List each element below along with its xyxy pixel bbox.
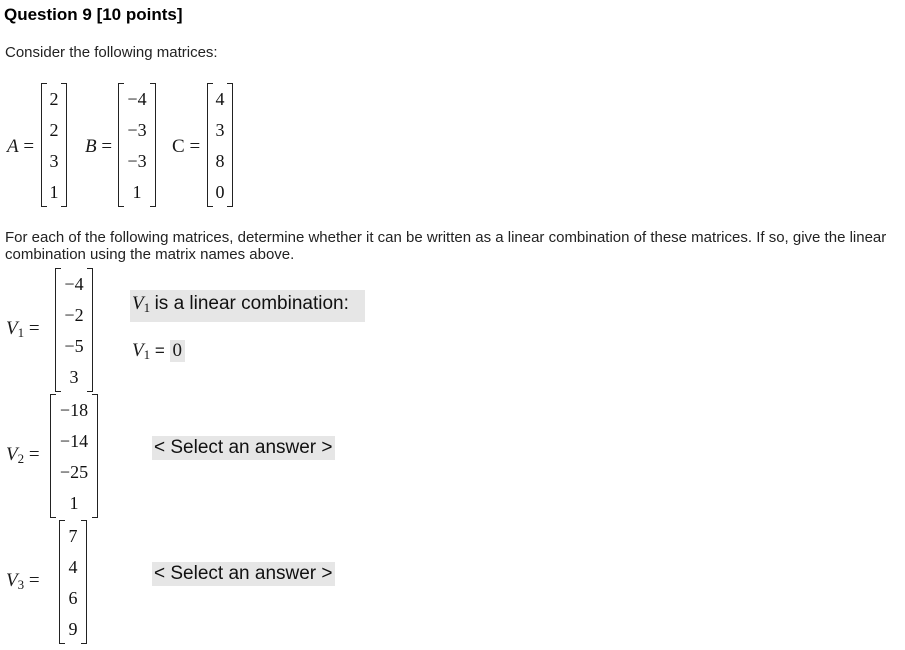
instructions-text: For each of the following matrices, determine whether it can be written as a linear combination of these matrices. If so, give the linear combination using the matrix names above. [5, 229, 887, 263]
question-title: Question 9 [10 points] [4, 5, 183, 24]
matrix-a [41, 83, 67, 207]
matrix-v2 [50, 394, 98, 518]
matrix-v1-entry-1: −4 [64, 273, 84, 294]
matrix-v3-entry-1: 7 [68, 525, 78, 546]
matrix-c-label: C = [172, 136, 201, 157]
matrix-v3 [59, 520, 87, 644]
matrix-a-entry-4: 1 [49, 181, 59, 202]
matrix-v3-entry-4: 9 [68, 618, 78, 639]
matrix-v1-entry-3: −5 [64, 335, 84, 356]
matrix-b-entry-4: 1 [132, 181, 142, 202]
matrix-b-label: B = [85, 136, 113, 157]
matrix-a-entry-2: 2 [49, 119, 59, 140]
matrix-c-entry-3: 8 [215, 150, 225, 171]
matrix-v3-entry-2: 4 [68, 556, 78, 577]
v1-answer-select[interactable]: $V_1$ is a linear combination: [130, 290, 365, 322]
v1-label: $V_1$ = [6, 318, 40, 340]
v3-answer-select[interactable]: < Select an answer > [154, 563, 333, 584]
matrix-c-name: C [172, 136, 185, 157]
v1-combination-input[interactable]: 0 [170, 340, 186, 362]
matrix-c-entry-1: 4 [215, 88, 225, 109]
matrix-b [118, 83, 156, 207]
matrix-v1-entry-2: −2 [64, 304, 84, 325]
v3-label: $V_3$ = [6, 570, 40, 592]
matrix-v1 [55, 268, 93, 392]
v2-label: $V_2$ = [6, 444, 40, 466]
matrix-a-entry-1: 2 [49, 88, 59, 109]
matrix-v3-entry-3: 6 [68, 587, 78, 608]
matrix-b-entry-3: −3 [127, 150, 147, 171]
matrix-v2-entry-4: 1 [69, 492, 79, 513]
matrix-a-entry-3: 3 [49, 150, 59, 171]
matrix-b-name: B [85, 136, 97, 157]
matrix-c-entry-2: 3 [215, 119, 225, 140]
intro-text: Consider the following matrices: [5, 44, 218, 61]
v2-answer-select[interactable]: < Select an answer > [154, 437, 333, 458]
matrix-v2-entry-3: −25 [59, 461, 89, 482]
v1-combination-row: $V_1 = 0$ [132, 340, 185, 363]
matrix-b-entry-2: −3 [127, 119, 147, 140]
matrix-v1-entry-4: 3 [69, 366, 79, 387]
matrix-v2-entry-1: −18 [59, 399, 89, 420]
matrix-v2-entry-2: −14 [59, 430, 89, 451]
matrix-c-entry-4: 0 [215, 181, 225, 202]
matrix-a-name: A [7, 136, 19, 157]
matrix-c [207, 83, 233, 207]
matrix-a-label: A = [7, 136, 35, 157]
v1-status-text: is a linear combination: [154, 293, 349, 314]
matrix-b-entry-1: −4 [127, 88, 147, 109]
